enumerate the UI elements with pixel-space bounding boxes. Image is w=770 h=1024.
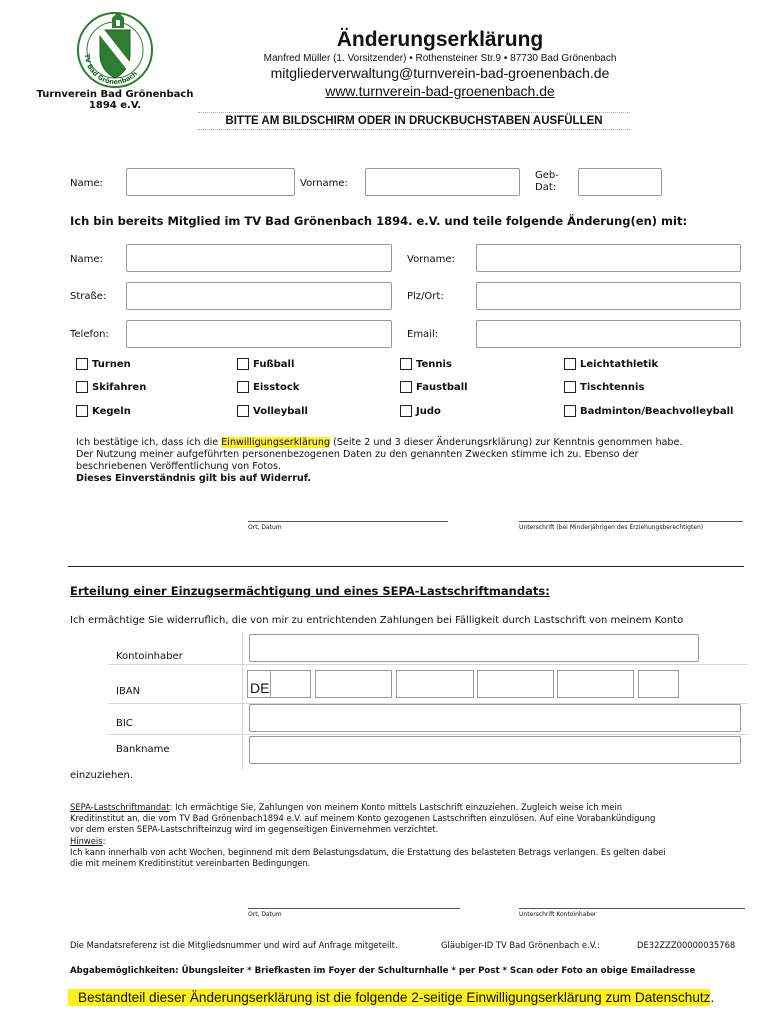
club-year-text: 1894 e.V. bbox=[88, 100, 142, 111]
bank-col-divider bbox=[242, 632, 243, 770]
mandat-line-2: Kreditinstitut an, die vom TV Bad Grönenbach1894 e.V. auf meinem Konto gezogenen Lastschriften einzulösen. Auf eine Vorabankündigung bbox=[70, 813, 656, 824]
chg-telefon-input[interactable] bbox=[126, 320, 392, 348]
sport-checkbox[interactable] bbox=[400, 405, 441, 417]
checkbox-box-icon[interactable] bbox=[76, 358, 88, 370]
sport-checkbox[interactable] bbox=[76, 405, 131, 417]
sport-label: Faustball bbox=[416, 381, 468, 393]
chg-strasse-input[interactable] bbox=[126, 282, 392, 310]
checkbox-box-icon[interactable] bbox=[400, 381, 412, 393]
club-logo bbox=[72, 8, 158, 92]
bankname-input[interactable] bbox=[249, 736, 741, 764]
mandat-line-3: vor dem ersten SEPA-Lastschrifteinzug wird im gegenseitigen Einvernehmen verzichtet. bbox=[70, 824, 439, 835]
page-title: Änderungserklärung bbox=[336, 28, 544, 51]
sport-checkbox[interactable] bbox=[237, 405, 308, 417]
kontoinhaber-label: Kontoinhaber bbox=[116, 651, 183, 662]
sport-label: Fußball bbox=[253, 358, 295, 370]
sepa-ort-label: Ort, Datum bbox=[248, 911, 282, 918]
mandat-title: SEPA-Lastschriftmandat bbox=[70, 802, 170, 812]
sport-checkbox[interactable] bbox=[400, 381, 468, 393]
sport-checkbox[interactable] bbox=[76, 358, 131, 370]
sport-label: Turnen bbox=[92, 358, 131, 370]
consent-ort-label: Ort, Datum bbox=[248, 524, 282, 531]
mandat-text bbox=[70, 802, 760, 869]
checkbox-box-icon[interactable] bbox=[564, 405, 576, 417]
sport-checkbox[interactable] bbox=[564, 405, 733, 417]
club-name bbox=[30, 89, 200, 111]
chg-vorname-input[interactable] bbox=[476, 244, 741, 272]
contact-line: Manfred Müller (1. Vorsitzender) • Rothensteiner Str.9 • 87730 Bad Grönenbach bbox=[263, 53, 617, 64]
id-geb-label bbox=[535, 170, 559, 194]
chg-vorname-label: Vorname: bbox=[407, 254, 455, 265]
glaeubiger-id: DE32ZZZ00000035768 bbox=[637, 940, 736, 950]
consent-ort-line bbox=[248, 521, 448, 522]
chg-telefon-label: Telefon: bbox=[70, 329, 109, 340]
sport-label: Eisstock bbox=[253, 381, 300, 393]
consent-line-4: Dieses Einverständnis gilt bis auf Widerruf. bbox=[76, 473, 312, 484]
bank-row-divider bbox=[108, 664, 748, 665]
bank-row-divider bbox=[108, 734, 748, 735]
mandat-text-1: : Ich ermächtige Sie, Zahlungen von meinem Konto mittels Lastschrift einzuziehen. Zugleich weise ich mein bbox=[169, 802, 623, 812]
sepa-ort-line bbox=[248, 908, 460, 909]
consent-line-1-pre: Ich bestätige ich, dass ich die bbox=[76, 437, 222, 448]
checkbox-box-icon[interactable] bbox=[400, 405, 412, 417]
website-link[interactable]: www.turnverein-bad-groenenbach.de bbox=[325, 83, 555, 99]
sport-label: Volleyball bbox=[253, 405, 308, 417]
checkbox-box-icon[interactable] bbox=[237, 405, 249, 417]
checkbox-box-icon[interactable] bbox=[237, 381, 249, 393]
iban-input-block[interactable] bbox=[477, 670, 554, 698]
checkbox-box-icon[interactable] bbox=[237, 358, 249, 370]
sport-label: Tennis bbox=[416, 358, 452, 370]
sport-checkbox[interactable] bbox=[237, 381, 299, 393]
consent-line-1-post: (Seite 2 und 3 dieser Änderungsrklärung) zur Kenntnis genommen habe. bbox=[330, 437, 683, 448]
sepa-intro: Ich ermächtige Sie widerruflich, die von mir zu entrichtenden Zahlungen bei Fälligkeit durch Lastschrift von meinem Konto bbox=[70, 615, 684, 626]
id-name-input[interactable] bbox=[126, 168, 295, 196]
sport-label: Leichtathletik bbox=[580, 358, 659, 370]
chg-strasse-label: Straße: bbox=[70, 291, 107, 302]
fill-instruction: BITTE AM BILDSCHIRM ODER IN DRUCKBUCHSTABEN AUSFÜLLEN bbox=[198, 112, 630, 130]
mandat-line-1 bbox=[70, 802, 760, 813]
sport-label: Skifahren bbox=[92, 381, 147, 393]
consent-highlight: Einwilligungserklärung bbox=[221, 437, 331, 448]
sport-label: Kegeln bbox=[92, 405, 131, 417]
checkbox-box-icon[interactable] bbox=[76, 381, 88, 393]
iban-prefix-divider bbox=[270, 670, 271, 698]
footer-banner-period: . bbox=[710, 990, 715, 1005]
hinweis-title: Hinweis bbox=[70, 835, 103, 846]
sport-label: Tischtennis bbox=[580, 381, 645, 393]
section-divider bbox=[68, 566, 744, 567]
bic-input[interactable] bbox=[249, 704, 741, 732]
hinweis-line bbox=[70, 836, 760, 847]
consent-line-3: beschriebenen Veröffentlichung von Fotos. bbox=[76, 461, 282, 472]
iban-prefix: DE bbox=[250, 680, 270, 696]
kontoinhaber-input[interactable] bbox=[249, 634, 699, 662]
id-geb-label-1: Geb- bbox=[535, 170, 559, 181]
iban-input-block[interactable] bbox=[315, 670, 392, 698]
id-geb-label-2: Dat: bbox=[535, 182, 557, 193]
changes-heading: Ich bin bereits Mitglied im TV Bad Grönenbach 1894. e.V. und teile folgende Änderung(en) mit: bbox=[70, 214, 688, 228]
sport-label: Judo bbox=[416, 405, 441, 417]
sepa-heading: Erteilung einer Einzugsermächtigung und eines SEPA-Lastschriftmandats: bbox=[70, 584, 550, 598]
consent-text bbox=[76, 437, 756, 485]
iban-input-block[interactable] bbox=[557, 670, 634, 698]
bankname-label: Bankname bbox=[116, 744, 170, 755]
chg-name-label: Name: bbox=[70, 254, 103, 265]
checkbox-box-icon[interactable] bbox=[400, 358, 412, 370]
sport-checkbox[interactable] bbox=[237, 358, 294, 370]
consent-line-1 bbox=[76, 437, 756, 449]
hinweis-colon: : bbox=[102, 835, 106, 846]
checkbox-box-icon[interactable] bbox=[564, 358, 576, 370]
abgabe-text: Abgabemöglichkeiten: Übungsleiter * Briefkasten im Foyer der Schulturnhalle * per Post * Scan oder Foto an obige Emailadresse bbox=[70, 966, 696, 976]
logo-emblem-icon bbox=[72, 8, 158, 92]
checkbox-box-icon[interactable] bbox=[564, 381, 576, 393]
sport-checkbox[interactable] bbox=[564, 358, 658, 370]
glaeubiger-label: Gläubiger-ID TV Bad Grönenbach e.V.: bbox=[441, 940, 600, 950]
consent-line-2: Der Nutzung meiner aufgeführten personenbezogenen Daten zu den genannten Zwecken stimme ich zu. Ebenso der bbox=[76, 449, 639, 460]
sport-checkbox[interactable] bbox=[76, 381, 146, 393]
iban-input-block[interactable] bbox=[638, 670, 679, 698]
footer-banner bbox=[68, 990, 714, 1005]
id-gebdat-input[interactable] bbox=[578, 168, 662, 196]
club-name-text: Turnverein Bad Grönenbach bbox=[36, 89, 194, 100]
iban-label: IBAN bbox=[116, 686, 141, 697]
mandatsreferenz-text: Die Mandatsreferenz ist die Mitgliedsnummer und wird auf Anfrage mitgeteilt. bbox=[70, 940, 398, 950]
iban-input-block[interactable] bbox=[396, 670, 474, 698]
contact-email-link[interactable]: mitgliederverwaltung@turnverein-bad-groenenbach.de bbox=[270, 65, 610, 81]
hinweis-line-1: Ich kann innerhalb von acht Wochen, beginnend mit dem Belastungsdatum, die Erstattung des belasteten Betrags verlangen. Es gelten dabei bbox=[70, 846, 666, 857]
checkbox-box-icon[interactable] bbox=[76, 405, 88, 417]
id-name-label: Name: bbox=[70, 178, 103, 189]
logo-ring-text: TV Bad Grönenbach bbox=[82, 53, 139, 87]
chg-name-input[interactable] bbox=[126, 244, 392, 272]
chg-email-input[interactable] bbox=[476, 320, 741, 348]
chg-plz-input[interactable] bbox=[476, 282, 741, 310]
id-vorname-input[interactable] bbox=[365, 168, 520, 196]
sepa-sign-label: Unterschrift Kontoinhaber bbox=[519, 911, 597, 918]
chg-plz-label: Plz/Ort: bbox=[407, 291, 444, 302]
consent-sign-label: Unterschrift (bei Minderjährigen des Erziehungsberechtigten) bbox=[519, 524, 704, 531]
sepa-sign-line bbox=[519, 908, 745, 909]
chg-email-label: Email: bbox=[407, 329, 439, 340]
bic-label: BIC bbox=[116, 718, 133, 729]
sport-label: Badminton/Beachvolleyball bbox=[580, 405, 734, 417]
hinweis-line-2: die mit meinem Kreditinstitut vereinbarten Bedingungen. bbox=[70, 858, 311, 869]
einzuziehen-text: einzuziehen. bbox=[70, 770, 134, 781]
id-vorname-label: Vorname: bbox=[300, 178, 348, 189]
footer-banner-text: Bestandteil dieser Änderungserklärung ist die folgende 2-seitige Einwilligungserklärung zum Datenschutz bbox=[68, 989, 710, 1006]
consent-sign-line bbox=[519, 521, 743, 522]
sport-checkbox[interactable] bbox=[400, 358, 452, 370]
sport-checkbox[interactable] bbox=[564, 381, 644, 393]
